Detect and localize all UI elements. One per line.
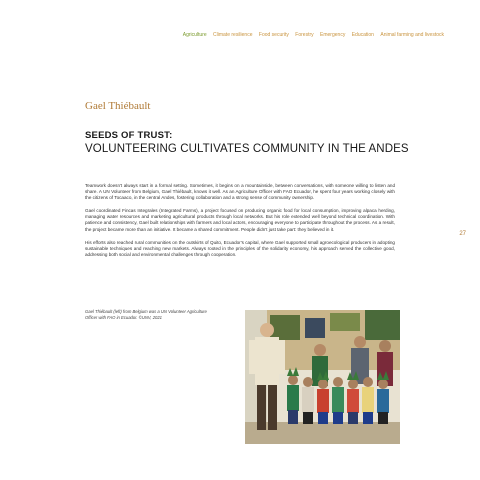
headline-kicker: SEEDS OF TRUST: <box>85 130 173 141</box>
nav-item-animal-farming[interactable]: Animal farming and livestock <box>380 32 444 38</box>
nav-item-education[interactable]: Education <box>351 32 374 38</box>
nav-item-climate-resilience[interactable]: Climate resilience <box>213 32 253 38</box>
nav-item-agriculture[interactable]: Agriculture <box>182 32 207 38</box>
photo-illustration <box>245 310 400 444</box>
paragraph: Teamwork doesn't always start in a formal setting. Sometimes, it begins on a mountainside, between conversations, with someone willing to listen and share. A UN Volunteer from Belgium, Gael Thiébault, knows it well. As an Agriculture Officer with FAO Ecuador, he spent four years working closely with the citizens of Tocaaco, in the central Andes, fostering collaboration and a strong sense of community ownership. <box>85 183 395 201</box>
paragraph: His efforts also reached rural communities on the outskirts of Quito, Ecuador's capital, where Gael supported small agroecological producers in adopting sustainable techniques and reaching new markets. Always rooted in the principles of the solidarity economy, his approach served the collective good, addressing both social and environmental challenges through cooperation. <box>85 239 395 257</box>
photo-caption: Gael Thiébault (left) from Belgium was a UN Volunteer Agriculture Officer with FAO in Ecuador. ©UNV, 2021 <box>85 309 207 320</box>
group-photo <box>245 310 400 444</box>
topic-navigation <box>178 32 444 38</box>
article-body <box>85 183 395 265</box>
page-number: 27 <box>459 231 466 237</box>
nav-item-emergency[interactable]: Emergency <box>320 32 346 38</box>
headline-title: VOLUNTEERING CULTIVATES COMMUNITY IN THE ANDES <box>85 143 409 155</box>
author-name: Gael Thiébault <box>85 100 151 112</box>
nav-item-forestry[interactable]: Forestry <box>295 32 314 38</box>
article-headline <box>85 130 415 155</box>
nav-item-food-security[interactable]: Food security <box>258 32 289 38</box>
paragraph: Gael coordinated Fincas Integrales (Integrated Farms), a project focused on producing organic food for local consumption, improving alpaca herding, managing water resources and marketing agricultural products through local networks. But his role extended well beyond technical coordination. With patience and consistency, Gael built relationships with farmers and local actors, encouraging everyone to participate throughout the process. As a result, the project became more than an initiative. It became a shared commitment. People didn't just take part: they believed in it. <box>85 208 395 232</box>
